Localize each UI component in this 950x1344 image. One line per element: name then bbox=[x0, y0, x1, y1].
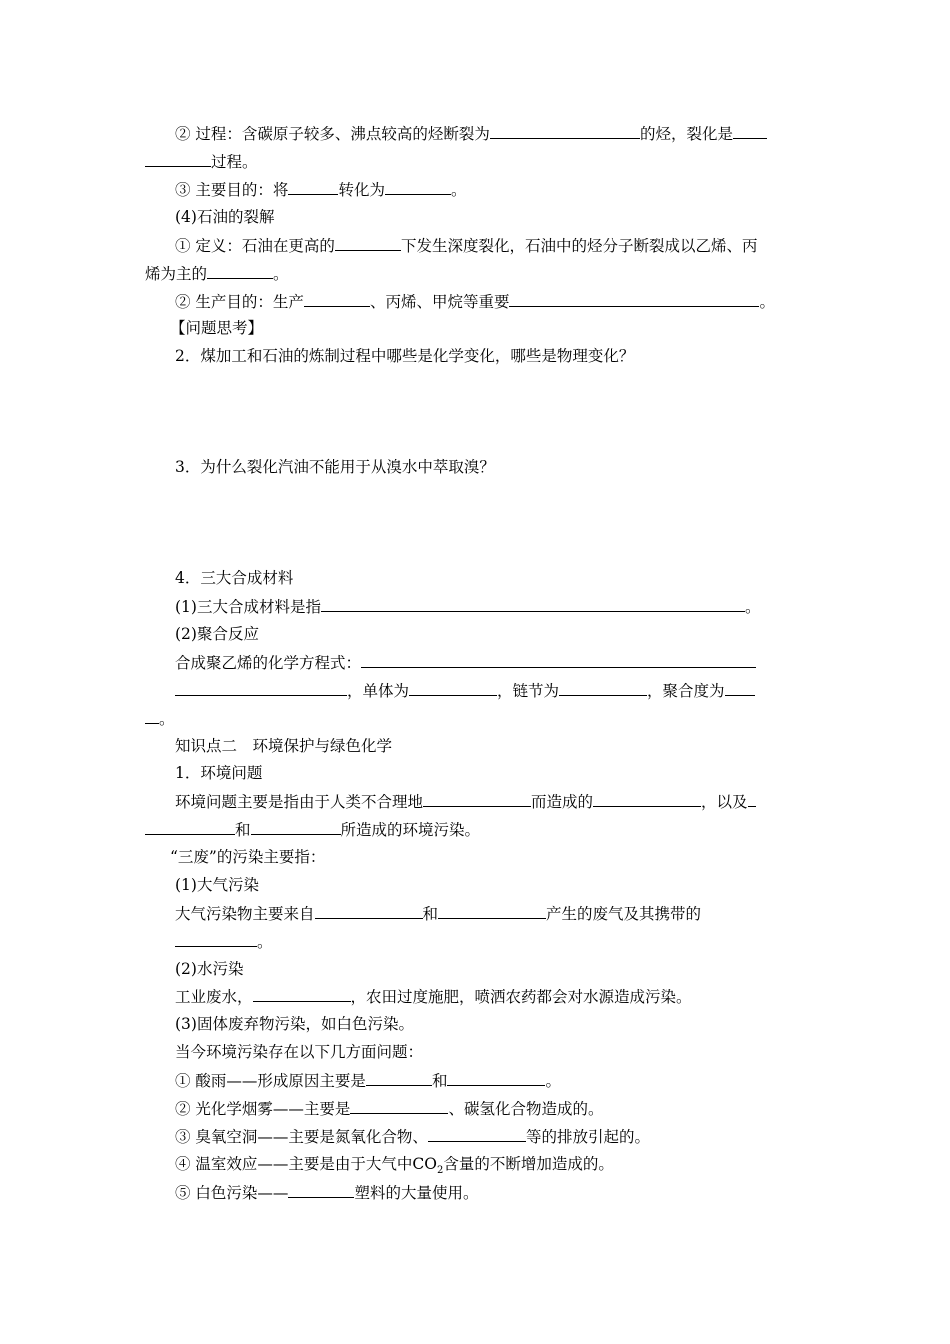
line-pyrolysis-definition bbox=[175, 235, 840, 256]
answer-blank[interactable] bbox=[409, 680, 497, 696]
text: 和 bbox=[431, 1072, 448, 1090]
question-2: 2．煤加工和石油的炼制过程中哪些是化学变化，哪些是物理变化？ bbox=[175, 347, 635, 365]
line-air-pollution-cont bbox=[175, 931, 840, 952]
text: 。 bbox=[545, 1072, 561, 1090]
answer-blank[interactable] bbox=[593, 791, 701, 807]
answer-blank[interactable] bbox=[145, 708, 159, 724]
text: ① 酸雨——形成原因主要是 bbox=[175, 1072, 366, 1090]
answer-blank[interactable] bbox=[145, 819, 235, 835]
text: 下发生深度裂化，石油中的烃分子断裂成以乙烯、丙 bbox=[400, 237, 758, 255]
text: 所造成的环境污染。 bbox=[340, 821, 481, 839]
answer-blank[interactable] bbox=[447, 1070, 545, 1086]
text: 塑料的大量使用。 bbox=[354, 1184, 479, 1202]
answer-blank[interactable] bbox=[725, 680, 755, 696]
text: ② 生产目的：生产 bbox=[175, 293, 304, 311]
text: 工业废水， bbox=[175, 988, 253, 1006]
answer-blank[interactable] bbox=[748, 791, 756, 807]
answer-blank[interactable] bbox=[361, 652, 756, 668]
line-environmental-definition bbox=[175, 791, 840, 812]
answer-blank[interactable] bbox=[733, 123, 767, 139]
answer-blank[interactable] bbox=[509, 291, 759, 307]
line-air-pollution-sources bbox=[175, 903, 840, 924]
text: 含量的不断增加造成的。 bbox=[443, 1155, 614, 1173]
subscript: 2 bbox=[437, 1165, 444, 1177]
answer-blank[interactable] bbox=[321, 596, 745, 612]
line-cracking-process bbox=[175, 123, 840, 144]
text: ，链节为 bbox=[497, 682, 560, 700]
text: 过程。 bbox=[211, 153, 258, 171]
line-greenhouse-effect bbox=[175, 1154, 840, 1181]
line-pyrolysis-purpose bbox=[175, 291, 840, 312]
text: ④ 温室效应——主要是由于大气中CO bbox=[175, 1155, 437, 1173]
text: (1)三大合成材料是指 bbox=[175, 598, 321, 616]
line-cracking-process-cont bbox=[145, 151, 810, 172]
line-solid-waste: (3)固体废弃物污染，如白色污染。 bbox=[175, 1015, 414, 1033]
line-acid-rain bbox=[175, 1070, 840, 1091]
line-polyethylene-equation bbox=[175, 652, 840, 673]
line-air-pollution-heading: (1)大气污染 bbox=[175, 876, 259, 894]
answer-blank[interactable] bbox=[423, 791, 531, 807]
text: 、丙烯、甲烷等重要 bbox=[369, 293, 510, 311]
line-water-pollution bbox=[175, 986, 840, 1007]
text: 合成聚乙烯的化学方程式： bbox=[175, 654, 362, 672]
question-3: 3．为什么裂化汽油不能用于从溴水中萃取溴？ bbox=[175, 458, 495, 476]
text: ③ 主要目的：将 bbox=[175, 181, 289, 199]
answer-blank[interactable] bbox=[207, 263, 273, 279]
heading-synthetic-materials: 4．三大合成材料 bbox=[175, 569, 294, 587]
line-cracking-purpose bbox=[175, 179, 840, 200]
line-current-problems: 当今环境污染存在以下几方面问题： bbox=[175, 1043, 424, 1061]
text: 等的排放引起的。 bbox=[525, 1128, 650, 1146]
text: 。 bbox=[450, 181, 467, 199]
text: 和 bbox=[235, 821, 251, 839]
text: 。 bbox=[759, 293, 775, 311]
heading-environmental-issues: 1．环境问题 bbox=[175, 764, 263, 782]
answer-blank[interactable] bbox=[559, 680, 647, 696]
text: ，农田过度施肥，喷洒农药都会对水源造成污染。 bbox=[350, 988, 692, 1006]
line-pyrolysis-heading: (4)石油的裂解 bbox=[175, 208, 275, 226]
answer-blank[interactable] bbox=[175, 931, 257, 947]
text: 而造成的 bbox=[531, 793, 594, 811]
answer-blank[interactable] bbox=[428, 1126, 526, 1142]
line-pyrolysis-definition-cont bbox=[145, 263, 810, 284]
text: 环境问题主要是指由于人类不合理地 bbox=[175, 793, 424, 811]
line-polymerization-heading: (2)聚合反应 bbox=[175, 625, 259, 643]
answer-blank[interactable] bbox=[288, 1182, 354, 1198]
text: 。 bbox=[744, 598, 761, 616]
text: 大气污染物主要来自 bbox=[175, 905, 315, 923]
answer-blank[interactable] bbox=[490, 123, 640, 139]
text: ，以及 bbox=[701, 793, 748, 811]
text: 烯为主的 bbox=[145, 265, 208, 283]
answer-blank[interactable] bbox=[304, 291, 370, 307]
line-three-materials bbox=[175, 596, 840, 617]
line-environmental-definition-cont bbox=[145, 819, 810, 840]
text: ，聚合度为 bbox=[647, 682, 725, 700]
text: 。 bbox=[273, 265, 289, 283]
answer-blank[interactable] bbox=[366, 1070, 432, 1086]
answer-blank[interactable] bbox=[350, 1098, 448, 1114]
heading-knowledge-point-2: 知识点二 环境保护与绿色化学 bbox=[175, 737, 393, 755]
answer-blank[interactable] bbox=[175, 680, 347, 696]
text: ② 过程：含碳原子较多、沸点较高的烃断裂为 bbox=[175, 125, 490, 143]
text: 和 bbox=[422, 905, 439, 923]
answer-blank[interactable] bbox=[315, 903, 423, 919]
line-photochemical-smog bbox=[175, 1098, 840, 1119]
text: 转化为 bbox=[338, 181, 385, 199]
text: ，单体为 bbox=[347, 682, 410, 700]
answer-blank[interactable] bbox=[253, 986, 351, 1002]
answer-blank[interactable] bbox=[335, 235, 401, 251]
text: ② 光化学烟雾——主要是 bbox=[175, 1100, 351, 1118]
line-three-wastes: “三废”的污染主要指： bbox=[170, 848, 326, 866]
text: 。 bbox=[159, 710, 175, 728]
answer-blank[interactable] bbox=[438, 903, 546, 919]
text: 。 bbox=[257, 933, 273, 951]
answer-blank[interactable] bbox=[385, 179, 451, 195]
text: 的烃，裂化是 bbox=[639, 125, 733, 143]
section-question-thinking: 【问题思考】 bbox=[170, 319, 264, 337]
text: 产生的废气及其携带的 bbox=[546, 905, 702, 923]
line-monomer-chain bbox=[175, 680, 840, 701]
answer-blank[interactable] bbox=[288, 179, 338, 195]
line-ozone-hole bbox=[175, 1126, 840, 1147]
line-water-pollution-heading: (2)水污染 bbox=[175, 960, 244, 978]
answer-blank[interactable] bbox=[251, 819, 341, 835]
line-degree-cont bbox=[145, 708, 810, 729]
text: ③ 臭氧空洞——主要是氮氧化合物、 bbox=[175, 1128, 428, 1146]
line-white-pollution bbox=[175, 1182, 840, 1203]
answer-blank[interactable] bbox=[145, 151, 211, 167]
text: ⑤ 白色污染—— bbox=[175, 1184, 289, 1202]
text: 、碳氢化合物造成的。 bbox=[448, 1100, 604, 1118]
text: ① 定义：石油在更高的 bbox=[175, 237, 335, 255]
